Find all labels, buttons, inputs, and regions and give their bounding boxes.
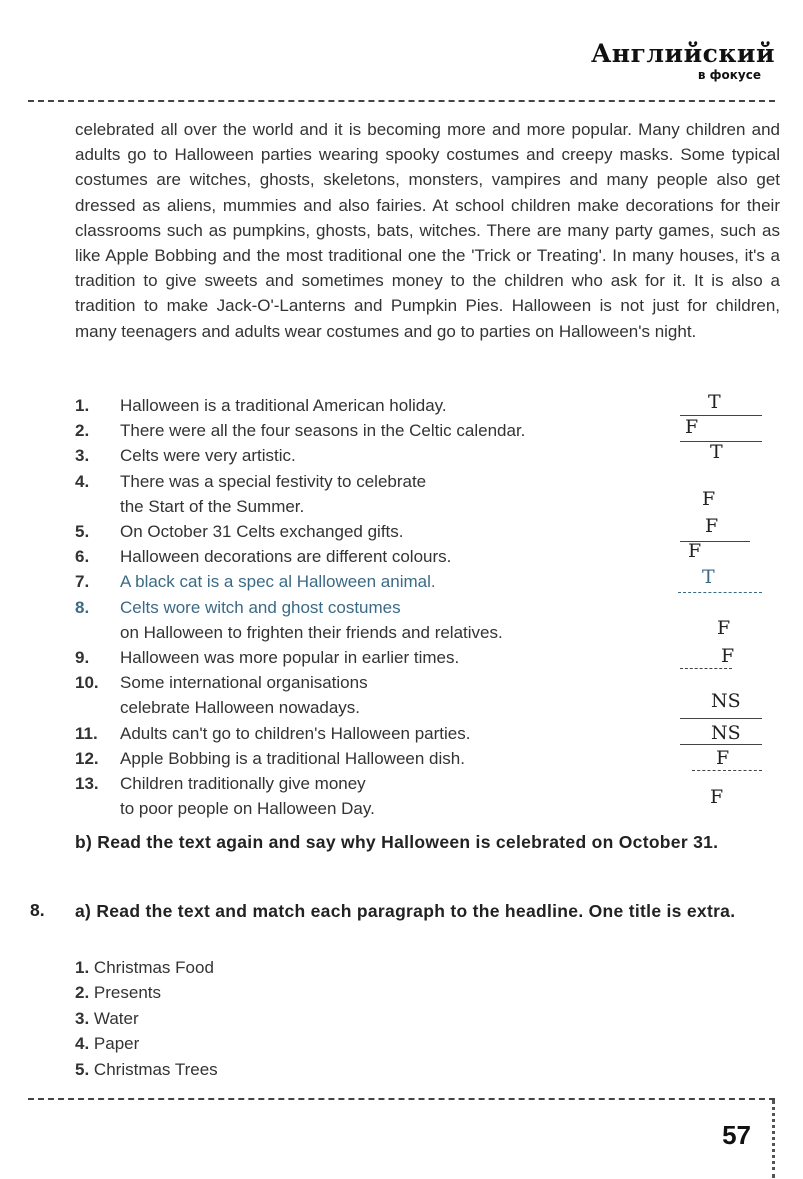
exercise-number: 8.: [30, 900, 45, 920]
answer-1: T: [708, 391, 721, 413]
statements-list: [0, 393, 803, 821]
answer-11: NS: [711, 722, 741, 744]
statement-text: There was a special festivity to celebrate: [120, 471, 427, 491]
headline-number: 3.: [75, 1008, 90, 1028]
answer-5: F: [705, 515, 719, 537]
statement-number: 9.: [75, 648, 90, 668]
list-item: [75, 1057, 218, 1082]
statement-number: 2.: [75, 421, 90, 441]
statement-text: the Start of the Summer.: [120, 496, 305, 516]
list-item: [75, 955, 218, 980]
statement-text: Halloween is a traditional American holiday.: [120, 396, 447, 415]
statement-row: [0, 746, 803, 771]
statement-text: Celts wore witch and ghost costumes: [120, 597, 401, 617]
answer-4: F: [702, 488, 716, 510]
statement-row: [0, 721, 803, 746]
page-edge-dots: [772, 1100, 775, 1178]
text-paragraph: celebrated all over the world and it is becoming more and more popular. Many children and adults go to Halloween parties wearing spooky costumes and creepy masks. Some typical costumes are witches, ghosts, skeletons, monsters, vampires and many people also get dressed as aliens, mummies and also fairies. At school children make decorations for their classrooms such as pumpkins, ghosts, bats, witches. There are many party games, such as like Apple Bobbing and the most traditional one the 'Trick or Treating'. In many houses, it's a tradition to give sweets and sometimes money to the children who ask for it. It is also a tradition to make Jack-O'-Lanterns and Pumpkin Pies. Halloween is not just for children, many teenagers and adults wear costumes and go to parties on Halloween's night.: [75, 120, 780, 341]
statement-text: Some international organisations: [120, 673, 368, 693]
answer-2: F: [685, 416, 699, 438]
top-divider: [28, 100, 775, 102]
answer-line: [678, 592, 762, 593]
logo-subtitle: в фокусе: [697, 68, 761, 82]
statement-row: [0, 645, 803, 670]
answer-line: [680, 668, 732, 669]
statement-number: 4.: [75, 471, 90, 491]
answer-9: F: [721, 645, 735, 667]
statement-row: [0, 418, 803, 443]
statement-number: 1.: [75, 396, 90, 415]
answer-line: [680, 744, 762, 745]
page-number: 57: [722, 1120, 751, 1150]
headline-text: Water: [93, 1008, 139, 1028]
statement-number: 7.: [75, 572, 90, 592]
headline-text: Christmas Food: [93, 958, 214, 977]
headline-number: 1.: [75, 958, 90, 977]
headline-text: Presents: [93, 983, 162, 1003]
statement-number: 12.: [75, 748, 99, 768]
statement-number: 3.: [75, 446, 90, 466]
list-item: [75, 980, 218, 1005]
statement-row: [0, 569, 803, 594]
statement-row-continued: [0, 695, 803, 720]
headline-number: 5.: [75, 1059, 90, 1079]
statement-text: A black cat is a spec al Halloween animal.: [120, 572, 436, 592]
statement-row: [0, 544, 803, 569]
bottom-divider: [28, 1098, 775, 1100]
answer-13: F: [710, 786, 724, 808]
statement-number: 5.: [75, 522, 90, 542]
logo-title: Английский: [590, 39, 775, 68]
task-b-instruction: b) Read the text again and say why Halloween is celebrated on October 31.: [75, 832, 719, 852]
headline-number: 4.: [75, 1034, 90, 1054]
answer-8: F: [717, 617, 731, 639]
statement-row: [0, 443, 803, 468]
statement-text: Halloween was more popular in earlier times.: [120, 648, 460, 668]
statement-text: Celts were very artistic.: [120, 446, 296, 466]
answer-line: [680, 718, 762, 719]
statement-text: Apple Bobbing is a traditional Halloween dish.: [120, 748, 465, 768]
statement-text: on Halloween to frighten their friends and relatives.: [120, 622, 503, 642]
list-item: [75, 1006, 218, 1031]
headline-text: Paper: [93, 1034, 140, 1054]
list-item: [75, 1031, 218, 1056]
answer-10: NS: [711, 690, 741, 712]
statement-row-continued: [0, 620, 803, 645]
statement-number: 6.: [75, 547, 90, 567]
answer-7: T: [702, 566, 715, 588]
statement-row-continued: [0, 796, 803, 821]
statement-text: Halloween decorations are different colours.: [120, 547, 452, 567]
headline-text: Christmas Trees: [93, 1059, 218, 1079]
answer-line: [692, 770, 762, 771]
statement-row: [0, 595, 803, 620]
statement-text: to poor people on Halloween Day.: [120, 799, 375, 819]
headline-number: 2.: [75, 983, 90, 1003]
statement-row: [0, 771, 803, 796]
statement-row-continued: [0, 494, 803, 519]
statement-text: celebrate Halloween nowadays.: [120, 698, 361, 718]
statement-text: Children traditionally give money: [120, 774, 366, 794]
statement-row: [0, 670, 803, 695]
task-8a-instruction: a) Read the text and match each paragraph to the headline. One title is extra.: [75, 901, 736, 921]
statement-number: 11.: [75, 723, 98, 743]
statement-row: [0, 469, 803, 494]
headline-list: [75, 955, 218, 1082]
statement-text: Adults can't go to children's Halloween parties.: [120, 723, 471, 743]
statement-number: 8.: [75, 597, 90, 617]
statement-text: There were all the four seasons in the Celtic calendar.: [120, 421, 526, 441]
book-logo: [591, 40, 775, 82]
answer-12: F: [716, 747, 730, 769]
statement-number: 13.: [75, 774, 99, 794]
answer-6: F: [688, 540, 702, 562]
answer-3: T: [710, 441, 723, 463]
statement-text: On October 31 Celts exchanged gifts.: [120, 522, 404, 542]
statement-number: 10.: [75, 673, 99, 693]
